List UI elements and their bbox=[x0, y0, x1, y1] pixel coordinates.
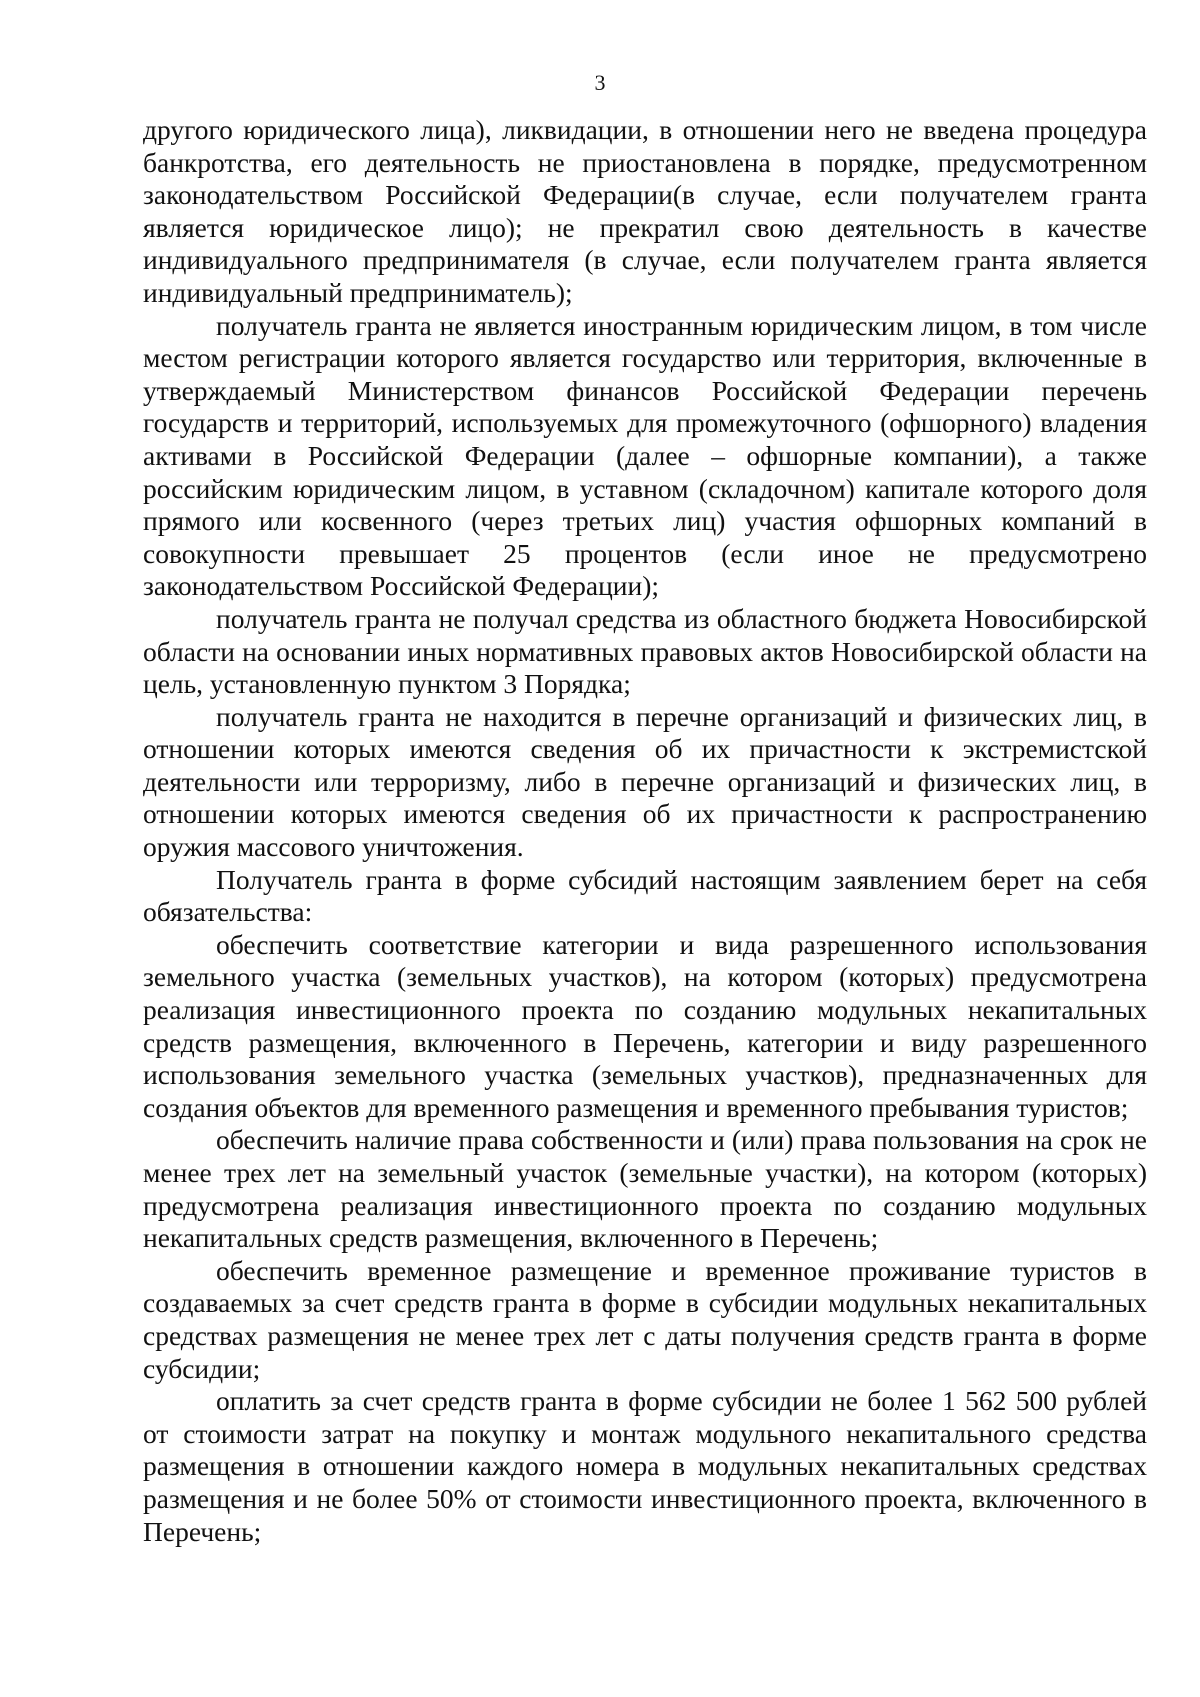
document-body bbox=[143, 114, 1147, 1548]
paragraph-land-rights: обеспечить наличие права собственности и (или) права пользования на срок не менее трех лет на земельный участок (земельные участки), на котором (которых) предусмотрена реализация инвестиционного проекта по созданию модульных некапитальных средств размещения, включенного в Перечень; bbox=[143, 1124, 1147, 1254]
paragraph-no-other-budget-funds: получатель гранта не получал средства из областного бюджета Новосибирской области на основании иных нормативных правовых актов Новосибирской области на цель, установленную пунктом 3 Порядка; bbox=[143, 602, 1147, 700]
paragraph-land-use-compliance: обеспечить соответствие категории и вида разрешенного использования земельного участка (земельных участков), на котором (которых) предусмотрена реализация инвестиционного проекта по созданию модульных некапитальных средств размещения, включенного в Перечень, категории и виду разрешенного использования земельного участка (земельных участков), предназначенных для создания объектов для временного размещения и временного пребывания туристов; bbox=[143, 928, 1147, 1123]
paragraph-payment-limit: оплатить за счет средств гранта в форме субсидии не более 1 562 500 рублей от стоимости затрат на покупку и монтаж модульного некапитального средства размещения в отношении каждого номера в модульных некапитальных средствах размещения и не более 50% от стоимости инвестиционного проекта, включенного в Перечень; bbox=[143, 1385, 1147, 1547]
paragraph-not-in-extremist-list: получатель гранта не находится в перечне организаций и физических лиц, в отношении которых имеются сведения об их причастности к экстремистской деятельности или терроризму, либо в перечне организаций и физических лиц, в отношении которых имеются сведения об их причастности к распространению оружия массового уничтожения. bbox=[143, 700, 1147, 863]
paragraph-obligations-intro: Получатель гранта в форме субсидий настоящим заявлением берет на себя обязательства: bbox=[143, 863, 1147, 928]
paragraph-not-foreign-entity: получатель гранта не является иностранным юридическим лицом, в том числе местом регистрации которого является государство или территория, включенные в утверждаемый Министерством финансов Российской Федерации перечень государств и территорий, используемых для промежуточного (офшорного) владения активами в Российской Федерации (далее – офшорные компании), а также российским юридическим лицом, в уставном (складочном) капитале которого доля прямого или косвенного (через третьих лиц) участия офшорных компаний в совокупности превышает 25 процентов (если иное не предусмотрено законодательством Российской Федерации); bbox=[143, 309, 1147, 602]
paragraph-tourist-accommodation: обеспечить временное размещение и временное проживание туристов в создаваемых за счет средств гранта в форме в субсидии модульных некапитальных средствах размещения не менее трех лет с даты получения средств гранта в форме субсидии; bbox=[143, 1254, 1147, 1384]
page-number: 3 bbox=[594, 70, 606, 95]
paragraph-liquidation-bankruptcy: другого юридического лица), ликвидации, в отношении него не введена процедура банкротства, его деятельность не приостановлена в порядке, предусмотренном законодательством Российской Федерации(в случае, если получателем гранта является юридическое лицо); не прекратил свою деятельность в качестве индивидуального предпринимателя (в случае, если получателем гранта является индивидуальный предприниматель); bbox=[143, 114, 1147, 308]
